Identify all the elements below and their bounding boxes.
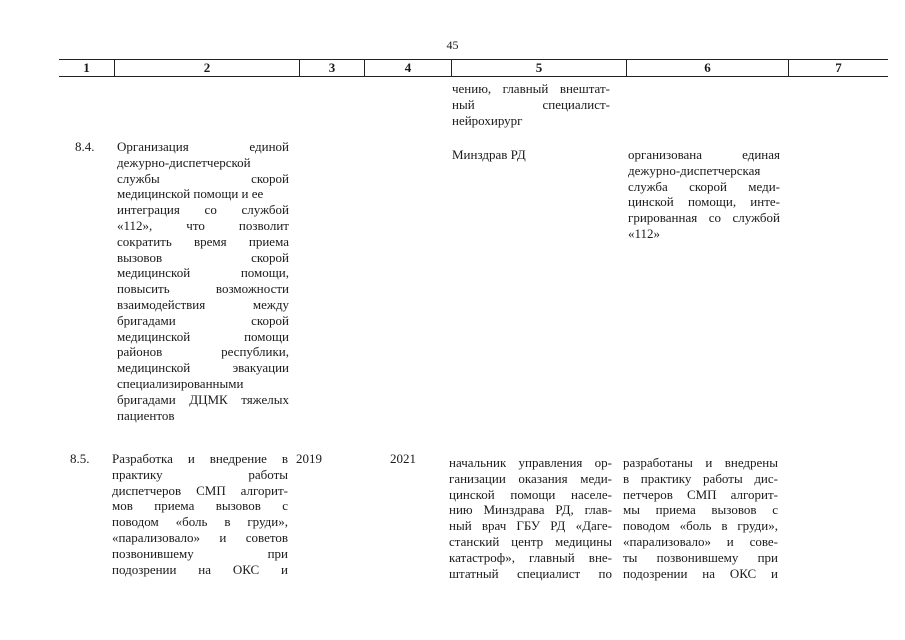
- column-number-header: [59, 59, 888, 77]
- text-line: разработаны и внедрены: [623, 455, 778, 470]
- col-header-5: 5: [451, 60, 626, 76]
- text-line: станский центр медицины: [449, 533, 612, 549]
- text-line: медицинской эвакуации: [117, 360, 289, 376]
- text-line: цинской помощи, инте-: [628, 194, 780, 210]
- start-year: 2019: [296, 451, 322, 466]
- text-line: нию Минздрава РД, глав-: [449, 502, 612, 518]
- row-number: 8.5.: [70, 451, 90, 466]
- text-line: ганизации оказания меди-: [449, 470, 612, 486]
- text-line: грированная со службой: [628, 210, 780, 226]
- text-line: специализированными: [117, 375, 244, 391]
- text-line: начальник управления ор-: [449, 455, 612, 470]
- text-line: Разработка и внедрение в: [112, 451, 288, 466]
- text-line: ный специалист-: [452, 96, 610, 112]
- text-line: штатный специалист по: [449, 565, 612, 581]
- text-line: дежурно-диспетчерской: [117, 154, 251, 170]
- text-line: районов республики,: [117, 344, 289, 360]
- text-line: в практику работы дис-: [623, 470, 778, 486]
- text-line: «парализовало» и советов: [112, 529, 288, 545]
- row-number: 8.4.: [75, 139, 95, 154]
- text-line: «112», что позволит: [117, 217, 289, 233]
- text-line: чению, главный внештат-: [452, 81, 610, 96]
- text-line: интеграция со службой: [117, 202, 289, 218]
- measure-description: [117, 139, 289, 423]
- responsible-executor: [449, 455, 612, 581]
- text-line: «112»: [628, 225, 661, 241]
- text-line: бригадами скорой: [117, 312, 289, 328]
- text-line: медицинской помощи и ее: [117, 186, 264, 202]
- col-header-1: 1: [83, 60, 90, 75]
- col-header-2: 2: [114, 60, 299, 76]
- responsible-executor: Минздрав РД: [452, 147, 526, 162]
- text-line: службы скорой: [117, 170, 289, 186]
- text-line: служба скорой меди-: [628, 178, 780, 194]
- text-line: мы приема вызовов с: [623, 502, 778, 518]
- text-line: ный врач ГБУ РД «Даге-: [449, 518, 612, 534]
- text-line: организована единая: [628, 147, 780, 162]
- text-line: повысить возможности: [117, 281, 289, 297]
- text-line: дежурно-диспетчерская: [628, 162, 761, 178]
- text-line: Организация единой: [117, 139, 289, 154]
- end-year: 2021: [390, 451, 416, 466]
- text-line: поводом «боль в груди»,: [112, 514, 288, 530]
- text-line: позвонившему при: [112, 545, 288, 561]
- text-line: сократить время приема: [117, 233, 289, 249]
- text-line: мов приема вызовов с: [112, 498, 288, 514]
- expected-result: [623, 455, 778, 581]
- text-line: подозрении на ОКС и: [623, 565, 778, 581]
- text-line: диспетчеров СМП алгорит-: [112, 482, 288, 498]
- text-line: поводом «боль в груди»,: [623, 518, 778, 534]
- text-line: петчеров СМП алгорит-: [623, 486, 778, 502]
- text-line: взаимодействия между: [117, 296, 289, 312]
- col-header-6: 6: [626, 60, 788, 76]
- page-number: 45: [446, 38, 459, 52]
- col-header-3: 3: [299, 60, 364, 76]
- text-line: медицинской помощи: [117, 328, 289, 344]
- text-line: ты позвонившему при: [623, 549, 778, 565]
- text-line: катастроф», главный вне-: [449, 549, 612, 565]
- text-line: пациентов: [117, 407, 175, 423]
- text-line: «парализовало» и сове-: [623, 533, 778, 549]
- text-line: цинской помощи населе-: [449, 486, 612, 502]
- text-line: практику работы: [112, 466, 288, 482]
- measure-description: [112, 451, 288, 577]
- carryover-responsible-text: [452, 81, 610, 128]
- text-line: медицинской помощи,: [117, 265, 289, 281]
- text-line: бригадами ДЦМК тяжелых: [117, 391, 289, 407]
- expected-result: [628, 147, 780, 242]
- text-line: вызовов скорой: [117, 249, 289, 265]
- col-header-4: 4: [364, 60, 451, 76]
- col-header-7: 7: [788, 60, 888, 76]
- text-line: подозрении на ОКС и: [112, 561, 288, 577]
- text-line: нейрохирург: [452, 112, 523, 128]
